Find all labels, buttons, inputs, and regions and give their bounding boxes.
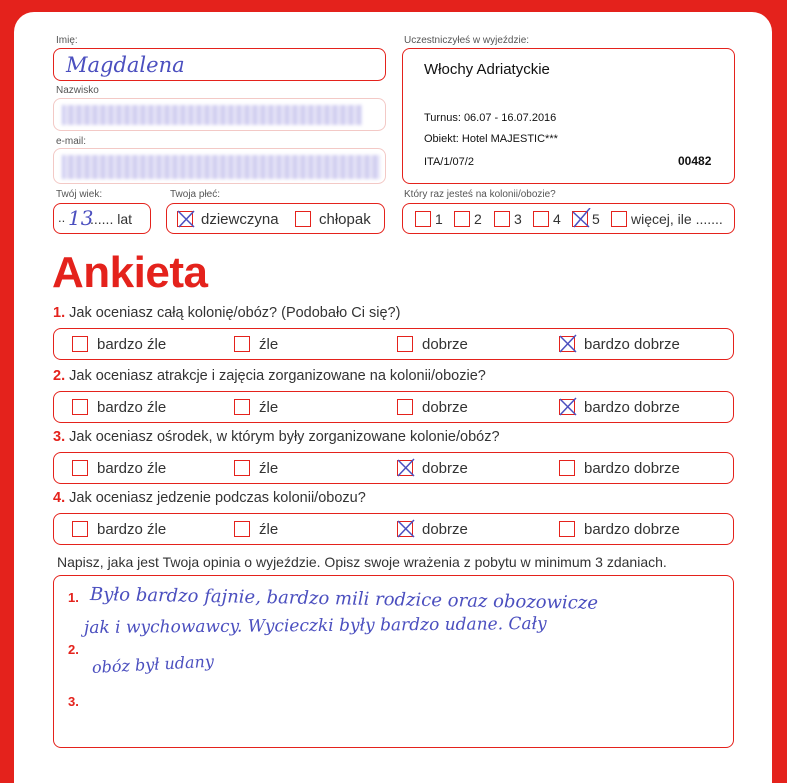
times-checkbox-2[interactable]	[454, 211, 470, 227]
times-checkbox-1[interactable]	[415, 211, 431, 227]
check-x-icon	[557, 333, 579, 355]
gender-option-female: dziewczyna	[201, 211, 279, 228]
rating-checkbox[interactable]	[559, 521, 575, 537]
gender-label: Twoja płeć:	[170, 189, 221, 200]
rating-checkbox[interactable]	[234, 399, 250, 415]
question-label: Jak oceniasz atrakcje i zajęcia zorganizowane na kolonii/obozie?	[69, 368, 486, 384]
rating-checkbox[interactable]	[397, 460, 413, 476]
rating-option-label: źle	[259, 460, 279, 477]
rating-checkbox[interactable]	[559, 336, 575, 352]
redaction	[62, 105, 362, 125]
check-x-icon	[395, 457, 417, 479]
rating-checkbox[interactable]	[559, 460, 575, 476]
rating-checkbox[interactable]	[72, 336, 88, 352]
surname-label: Nazwisko	[56, 85, 99, 96]
gender-option-male: chłopak	[319, 211, 371, 228]
trip-code: ITA/1/07/2	[424, 156, 474, 168]
rating-option-label: źle	[259, 521, 279, 538]
participant-label: Uczestniczyłeś w wyjeździe:	[404, 35, 530, 46]
line-number-2: 2.	[68, 642, 79, 657]
gender-field	[166, 203, 385, 234]
question-1-text	[53, 305, 400, 321]
handwriting-line-1: Było bardzo fajnie, bardzo mili rodzice oraz obozowicze	[89, 584, 599, 614]
question-number: 3.	[53, 429, 66, 445]
question-1-options	[53, 328, 734, 360]
rating-checkbox[interactable]	[72, 521, 88, 537]
handwriting-line-3: obóz był udany	[91, 651, 215, 677]
redaction	[62, 155, 380, 179]
times-option-2: 2	[474, 211, 482, 227]
question-label: Jak oceniasz całą kolonię/obóz? (Podobało Ci się?)	[69, 305, 401, 321]
question-2-text	[53, 368, 486, 384]
rating-checkbox[interactable]	[397, 521, 413, 537]
times-checkbox-5[interactable]	[572, 211, 588, 227]
rating-checkbox[interactable]	[234, 336, 250, 352]
times-field	[402, 203, 735, 234]
rating-option-label: źle	[259, 399, 279, 416]
rating-checkbox[interactable]	[559, 399, 575, 415]
question-number: 2.	[53, 368, 66, 384]
rating-checkbox[interactable]	[234, 521, 250, 537]
trip-turnus: Turnus: 06.07 - 16.07.2016	[424, 112, 557, 124]
question-label: Jak oceniasz jedzenie podczas kolonii/obozu?	[69, 490, 366, 506]
times-checkbox-3[interactable]	[494, 211, 510, 227]
times-option-4: 4	[553, 211, 561, 227]
line-number-3: 3.	[68, 694, 79, 709]
question-label: Jak oceniasz ośrodek, w którym były zorganizowane kolonie/obóz?	[69, 429, 500, 445]
rating-option-label: bardzo źle	[97, 460, 167, 477]
age-value: 13	[68, 206, 94, 230]
age-label: Twój wiek:	[56, 189, 103, 200]
check-x-icon	[175, 208, 197, 230]
surname-field[interactable]	[53, 98, 386, 131]
question-2-options	[53, 391, 734, 423]
age-suffix: ...... lat	[90, 211, 133, 227]
rating-checkbox[interactable]	[397, 399, 413, 415]
question-3-options	[53, 452, 734, 484]
opinion-prompt: Napisz, jaka jest Twoja opinia o wyjeździe. Opisz swoje wrażenia z pobytu w minimum 3 zdaniach.	[57, 554, 667, 570]
name-field[interactable]	[53, 48, 386, 81]
survey-title: Ankieta	[52, 248, 208, 297]
question-3-text	[53, 429, 500, 445]
rating-option-label: bardzo dobrze	[584, 521, 680, 538]
times-option-more: więcej, ile .......	[631, 211, 723, 227]
rating-option-label: dobrze	[422, 399, 468, 416]
rating-option-label: bardzo źle	[97, 521, 167, 538]
email-label: e-mail:	[56, 136, 87, 147]
age-field[interactable]	[53, 203, 151, 234]
rating-checkbox[interactable]	[397, 336, 413, 352]
trip-number: 00482	[678, 154, 712, 168]
line-number-1: 1.	[68, 590, 79, 605]
opinion-box[interactable]	[53, 575, 734, 748]
rating-option-label: dobrze	[422, 460, 468, 477]
name-label: Imię:	[56, 35, 78, 46]
rating-option-label: bardzo dobrze	[584, 460, 680, 477]
question-number: 1.	[53, 305, 66, 321]
email-field[interactable]	[53, 148, 386, 184]
rating-checkbox[interactable]	[72, 460, 88, 476]
question-number: 4.	[53, 490, 66, 506]
rating-checkbox[interactable]	[72, 399, 88, 415]
gender-checkbox-male[interactable]	[295, 211, 311, 227]
trip-box	[402, 48, 735, 184]
times-option-5: 5	[592, 211, 600, 227]
trip-name: Włochy Adriatyckie	[424, 61, 550, 78]
gender-checkbox-female[interactable]	[177, 211, 193, 227]
handwriting-line-2: jak i wychowawcy. Wycieczki były bardzo udane. Cały	[83, 613, 547, 638]
times-option-1: 1	[435, 211, 443, 227]
rating-option-label: bardzo źle	[97, 336, 167, 353]
check-x-icon	[570, 208, 592, 230]
rating-option-label: bardzo dobrze	[584, 336, 680, 353]
rating-option-label: dobrze	[422, 336, 468, 353]
rating-option-label: źle	[259, 336, 279, 353]
rating-option-label: dobrze	[422, 521, 468, 538]
check-x-icon	[395, 518, 417, 540]
rating-option-label: bardzo źle	[97, 399, 167, 416]
times-checkbox-more[interactable]	[611, 211, 627, 227]
question-4-text	[53, 490, 366, 506]
question-4-options	[53, 513, 734, 545]
trip-obiekt: Obiekt: Hotel MAJESTIC***	[424, 133, 558, 145]
times-option-3: 3	[514, 211, 522, 227]
rating-option-label: bardzo dobrze	[584, 399, 680, 416]
check-x-icon	[557, 396, 579, 418]
name-value: Magdalena	[66, 53, 185, 77]
rating-checkbox[interactable]	[234, 460, 250, 476]
age-prefix: ..	[58, 210, 66, 225]
times-checkbox-4[interactable]	[533, 211, 549, 227]
times-label: Który raz jesteś na kolonii/obozie?	[404, 189, 556, 200]
